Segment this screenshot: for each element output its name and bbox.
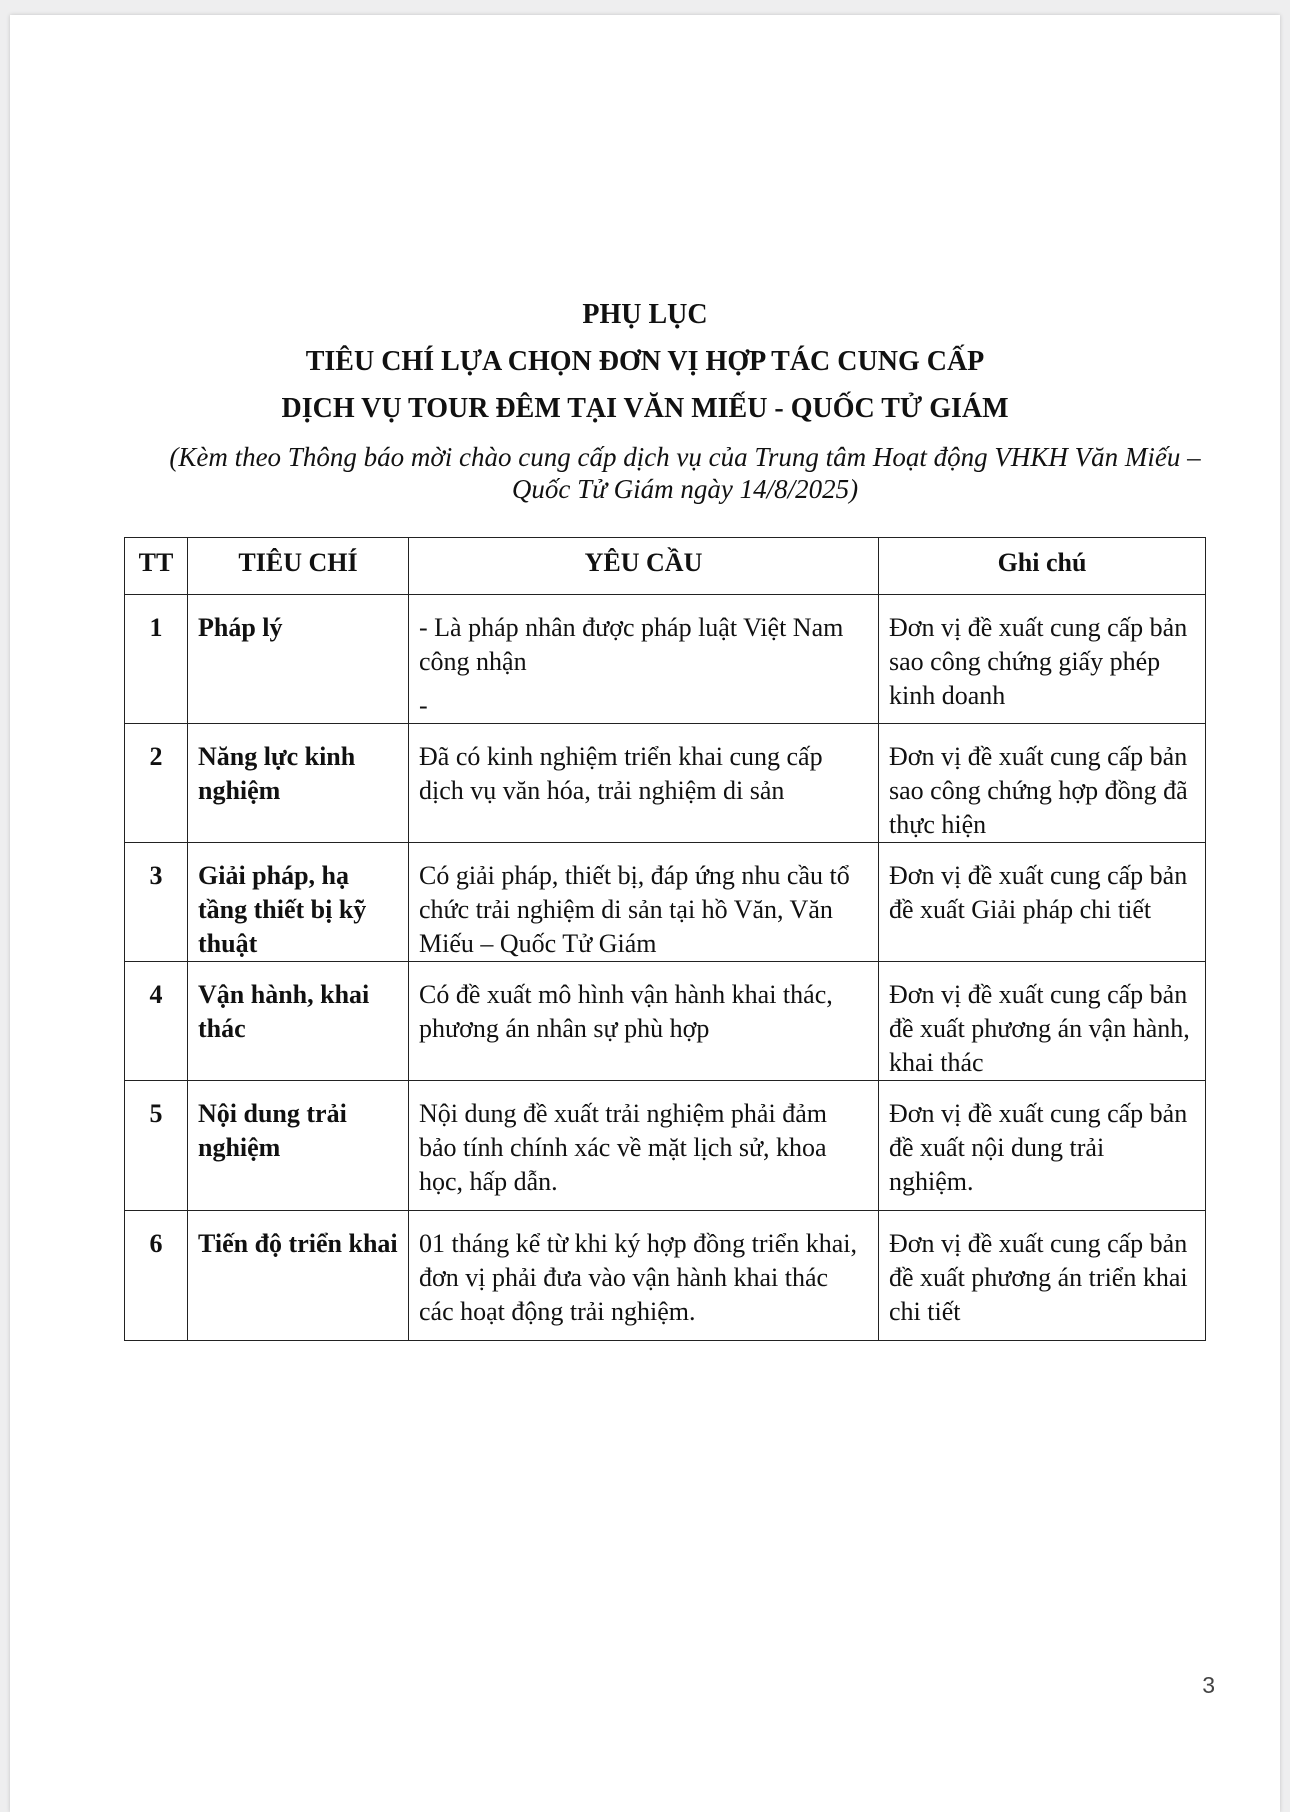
requirement-extra: - bbox=[419, 691, 428, 720]
row-number: 5 bbox=[125, 1081, 188, 1211]
table-row bbox=[125, 843, 1206, 962]
row-criterion: Vận hành, khai thác bbox=[188, 962, 409, 1081]
row-requirement: 01 tháng kể từ khi ký hợp đồng triển khai, đơn vị phải đưa vào vận hành khai thác các hoạt động trải nghiệm. bbox=[409, 1211, 879, 1341]
row-note: Đơn vị đề xuất cung cấp bản sao công chứng hợp đồng đã thực hiện bbox=[879, 724, 1206, 843]
table-row bbox=[125, 595, 1206, 724]
row-note: Đơn vị đề xuất cung cấp bản đề xuất phương án triển khai chi tiết bbox=[879, 1211, 1206, 1341]
table-row bbox=[125, 724, 1206, 843]
header-note: Ghi chú bbox=[879, 538, 1206, 595]
title-line-2: DỊCH VỤ TOUR ĐÊM TẠI VĂN MIẾU - QUỐC TỬ GIÁM bbox=[281, 393, 1009, 424]
row-note: Đơn vị đề xuất cung cấp bản sao công chứng giấy phép kinh doanh bbox=[879, 595, 1206, 724]
row-number: 2 bbox=[125, 724, 188, 843]
subtitle-note: (Kèm theo Thông báo mời chào cung cấp dịch vụ của Trung tâm Hoạt động VHKH Văn Miếu – Quốc Tử Giám ngày 14/8/2025) bbox=[169, 442, 1201, 504]
appendix-heading: PHỤ LỤC bbox=[582, 299, 708, 330]
requirement-text: - Là pháp nhân được pháp luật Việt Nam công nhận bbox=[419, 613, 844, 676]
row-number: 6 bbox=[125, 1211, 188, 1341]
row-note: Đơn vị đề xuất cung cấp bản đề xuất nội dung trải nghiệm. bbox=[879, 1081, 1206, 1211]
row-criterion: Năng lực kinh nghiệm bbox=[188, 724, 409, 843]
table-row bbox=[125, 1211, 1206, 1341]
header-requirement: YÊU CẦU bbox=[409, 538, 879, 595]
row-requirement: Có đề xuất mô hình vận hành khai thác, phương án nhân sự phù hợp bbox=[409, 962, 879, 1081]
row-requirement: Có giải pháp, thiết bị, đáp ứng nhu cầu tổ chức trải nghiệm di sản tại hồ Văn, Văn Miếu – Quốc Tử Giám bbox=[409, 843, 879, 962]
criteria-table bbox=[124, 537, 1206, 1341]
row-requirement: Nội dung đề xuất trải nghiệm phải đảm bảo tính chính xác về mặt lịch sử, khoa học, hấp dẫn. bbox=[409, 1081, 879, 1211]
row-requirement: Đã có kinh nghiệm triển khai cung cấp dịch vụ văn hóa, trải nghiệm di sản bbox=[409, 724, 879, 843]
page-number: 3 bbox=[1202, 1672, 1215, 1698]
header-criterion: TIÊU CHÍ bbox=[188, 538, 409, 595]
row-criterion: Nội dung trải nghiệm bbox=[188, 1081, 409, 1211]
row-requirement bbox=[409, 595, 879, 724]
row-criterion: Giải pháp, hạ tầng thiết bị kỹ thuật bbox=[188, 843, 409, 962]
row-number: 3 bbox=[125, 843, 188, 962]
row-note: Đơn vị đề xuất cung cấp bản đề xuất Giải pháp chi tiết bbox=[879, 843, 1206, 962]
header-tt: TT bbox=[125, 538, 188, 595]
title-line-1: TIÊU CHÍ LỰA CHỌN ĐƠN VỊ HỢP TÁC CUNG CẤP bbox=[305, 346, 985, 377]
table-row bbox=[125, 1081, 1206, 1211]
row-number: 1 bbox=[125, 595, 188, 724]
row-number: 4 bbox=[125, 962, 188, 1081]
table-header-row bbox=[125, 538, 1206, 595]
table-row bbox=[125, 962, 1206, 1081]
row-criterion: Tiến độ triển khai bbox=[188, 1211, 409, 1341]
row-criterion: Pháp lý bbox=[188, 595, 409, 724]
row-note: Đơn vị đề xuất cung cấp bản đề xuất phương án vận hành, khai thác bbox=[879, 962, 1206, 1081]
